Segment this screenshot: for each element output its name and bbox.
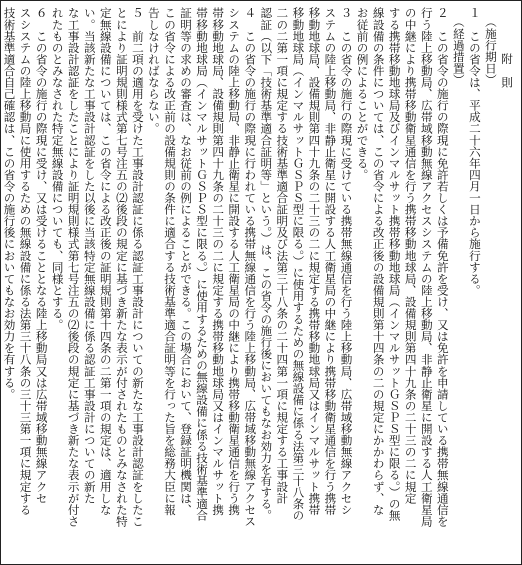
section-2-line: 行う陸上移動局、広帯域移動無線アクセスシステムの陸上移動局、非静止衛星に開設する人工衛星局 — [419, 7, 434, 527]
section-5-line: れたものとみなされた特定無線設備についても、同様とする。 — [50, 7, 65, 331]
section-5-line: とにより証明規則様式第七号注五の⑵後段の規定に基づき新たな表示が付されたものとみなされた特 — [114, 7, 129, 527]
section-2-line: 線設備の条件については、この省令による改正後の設備規則第十四条の二の規定にかかわらず、な — [371, 7, 386, 516]
section-1-line: １ この省令は、平成二十六年四月一日から施行する。 — [467, 7, 482, 296]
section-1-line: （施行期日） — [483, 16, 498, 86]
section-5-line: ５ 前二項の適用を受けた工事設計認証に係る認証工事設計についての新たな工事設計認証をしたこ — [130, 7, 145, 527]
section-2-line: する携帯移動地球局及びインマルサット携帯移動地球局（インマルサットＧＳＰＳ型に限る。）の無 — [387, 7, 402, 521]
section-3-line: 移動地球局（インマルサットＧＳＰＳ型に限る。）に使用するための無線設備に係る法第三十八条の — [291, 7, 306, 521]
section-6-line: 技術基準適合自己確認は、この省令の施行後においてもなお効力を有する。 — [2, 7, 17, 400]
section-5-line: な工事設計認証をしたことにより証明規則様式第七号注五の⑵後段の規定に基づき新たな表示が付さ — [66, 7, 81, 527]
section-4-line: 帯移動地球局、設備規則第四十九条の二十三の二に規定する携帯移動地球局又はインマルサット携 — [211, 7, 226, 516]
section-4-line: ４ この省令の施行の際現に行われている携帯無線通信を行う陸上移動局、広帯域移動無線アクセス — [243, 7, 258, 527]
section-1-line: （経過措置） — [451, 16, 466, 86]
section-5-line: 定無線設備については、この省令による改正後の証明規則第十四条の二第一項の規定は、適用しな — [98, 7, 113, 516]
section-4-line: システムの陸上移動局、非静止衛星に開設する人工衛星局の中継により携帯移動衛星通信を行う携 — [227, 7, 242, 516]
section-3-line: 二の二第一項に規定する技術基準適合証明及び法第三十八条の二十四第一項に規定する工事設計 — [275, 7, 290, 504]
section-3-line: 移動地球局、設備規則第四十九条の二十三の二に規定する携帯移動地球局又はインマルサット携帯 — [307, 7, 322, 516]
section-2-line: の中継により携帯移動衛星通信を行う携帯移動地球局、設備規則第四十九条の二十三の二に規定 — [403, 7, 418, 504]
section-4 — [146, 7, 258, 558]
section-4-line: 帯移動地球局（インマルサットＧＳＰＳ型に限る。）に使用するための無線設備に係る技術基準適合 — [195, 7, 210, 521]
section-2-line: ２ この省令の施行の際現に免許若しくは予備免許を受け、又は免許を申請している携帯無線通信を — [435, 7, 450, 527]
section-4-line: 証明等の求めの審査は、なお従前の例によることができる。この場合において、登録証明機関は、 — [179, 7, 194, 516]
section-1 — [451, 7, 499, 558]
section-4-line: この省令による改正前の設備規則の条件に適合する技術基準適合証明等を行った旨を総務大臣に報 — [163, 7, 178, 516]
section-3-line: ステムの陸上移動局、非静止衛星に開設する人工衛星局の中継により携帯移動衛星通信を行う携帯 — [323, 7, 338, 516]
section-5 — [50, 7, 146, 558]
vertical-text-body — [2, 7, 516, 558]
section-6 — [2, 7, 50, 558]
document-title: 附 則 — [500, 53, 514, 88]
section-5-line: い。当該新たな工事設計認証をした以後に当該特定無線設備に係る認証工事設計についての新た — [82, 7, 97, 504]
section-3-line: ３ この省令の施行の際現に受けている携帯無線通信を行う陸上移動局、広帯域移動無線アクセシ — [339, 7, 354, 516]
section-2-line: お従前の例によることができる。 — [355, 7, 370, 181]
section-3 — [258, 7, 354, 558]
section-4-line: 告しなければならない。 — [146, 7, 161, 135]
section-3-line: 認証（以下「技術基準適合証明等」という。）は、この省令の施行後においてもなお効力を有する。 — [259, 7, 274, 521]
section-2 — [355, 7, 451, 558]
section-6-line: スシステムの陸上移動局に使用するための無線設備に係る法第三十八条の三十三第一項に規定する — [18, 7, 33, 516]
section-6-line: ６ この省令の施行の際現に受け、又は受けることとなる陸上移動局又は広帯域移動無線アクセ — [34, 7, 49, 504]
